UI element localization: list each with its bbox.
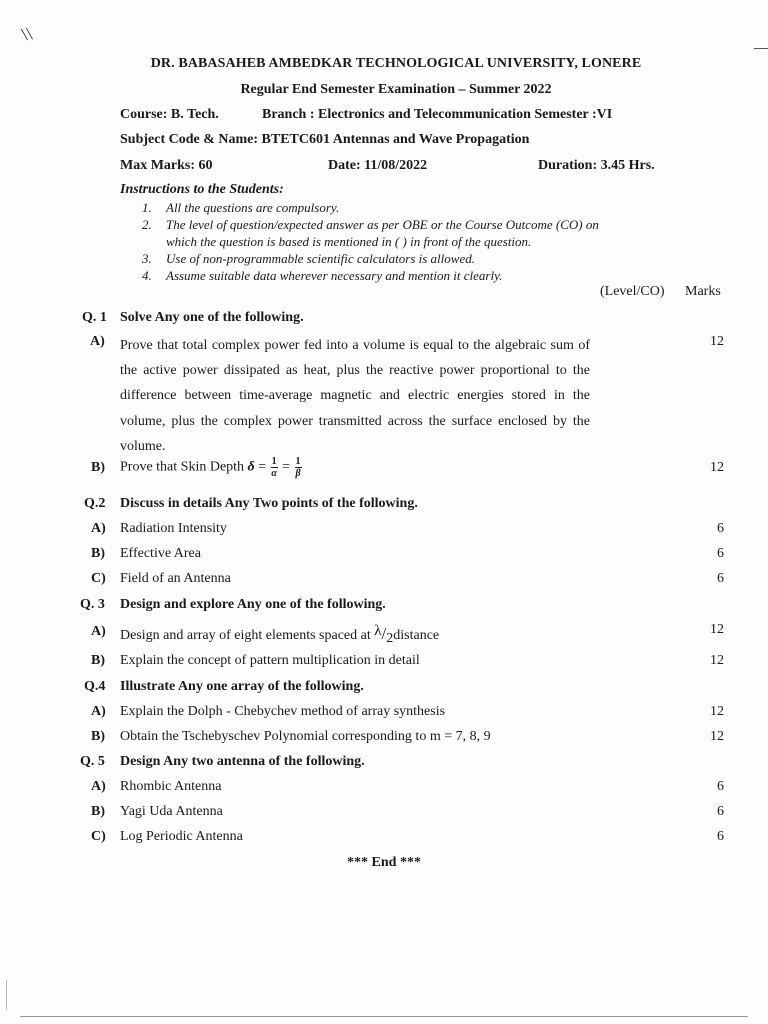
edge-dash bbox=[754, 48, 768, 49]
course: Course: B. Tech. bbox=[120, 107, 219, 122]
scan-mark: \\ bbox=[20, 23, 34, 45]
instructions-title: Instructions to the Students: bbox=[120, 182, 284, 197]
numerator: 1 bbox=[295, 456, 301, 467]
part-label: A) bbox=[91, 624, 106, 639]
question-number: Q.2 bbox=[84, 496, 106, 511]
instruction-number: 3. bbox=[142, 251, 152, 266]
question-title: Solve Any one of the following. bbox=[120, 310, 304, 325]
instruction-item bbox=[120, 233, 680, 250]
fraction-one-over-beta bbox=[295, 456, 302, 479]
part-marks: 6 bbox=[717, 804, 724, 819]
part-label: A) bbox=[91, 704, 106, 719]
instructions-list bbox=[120, 199, 680, 284]
exam-title: Regular End Semester Examination – Summer 2022 bbox=[240, 82, 552, 97]
part-text: Yagi Uda Antenna bbox=[120, 804, 223, 819]
subject: Subject Code & Name: BTETC601 Antennas and Wave Propagation bbox=[120, 132, 530, 147]
part-label: B) bbox=[91, 460, 105, 475]
numerator: 1 bbox=[271, 456, 277, 467]
end-marker: *** End *** bbox=[347, 855, 421, 870]
denominator: β bbox=[295, 468, 301, 479]
part-label: A) bbox=[91, 779, 106, 794]
instruction-number: 2. bbox=[142, 217, 152, 232]
bottom-rule bbox=[20, 1016, 748, 1017]
part-label: B) bbox=[91, 804, 105, 819]
question-title: Discuss in details Any Two points of the following. bbox=[120, 496, 418, 511]
part-label: A) bbox=[90, 334, 105, 349]
course-row bbox=[120, 107, 613, 123]
question-title: Design Any two antenna of the following. bbox=[120, 754, 365, 769]
instruction-text: The level of question/expected answer as per OBE or the Course Outcome (CO) on bbox=[166, 217, 599, 232]
part-label: C) bbox=[91, 829, 106, 844]
part-text: Effective Area bbox=[120, 546, 201, 561]
instruction-item bbox=[120, 216, 680, 233]
fraction-one-over-alpha bbox=[271, 456, 278, 479]
part-text: Rhombic Antenna bbox=[120, 779, 222, 794]
equals-sign: = bbox=[282, 459, 291, 475]
question-title: Design and explore Any one of the following. bbox=[120, 597, 386, 612]
distance-text: distance bbox=[393, 628, 440, 643]
question-number: Q. 1 bbox=[82, 310, 107, 325]
part-text: Radiation Intensity bbox=[120, 521, 227, 536]
denominator: α bbox=[271, 468, 277, 479]
instruction-text: Use of non-programmable scientific calculators is allowed. bbox=[166, 251, 475, 266]
edge-line bbox=[6, 980, 7, 1010]
part-label: B) bbox=[91, 729, 105, 744]
question-number: Q.4 bbox=[84, 679, 106, 694]
part-text: Explain the concept of pattern multiplication in detail bbox=[120, 653, 420, 668]
part-marks: 6 bbox=[717, 779, 724, 794]
part-label: B) bbox=[91, 653, 105, 668]
question-number: Q. 3 bbox=[80, 597, 105, 612]
branch-semester: Branch : Electronics and Telecommunication Semester :VI bbox=[262, 107, 613, 122]
part-marks: 12 bbox=[710, 704, 724, 719]
part-text: Explain the Dolph - Chebychev method of array synthesis bbox=[120, 704, 446, 719]
exam-header bbox=[0, 56, 768, 98]
part-marks: 12 bbox=[710, 460, 724, 475]
instruction-item bbox=[120, 199, 680, 216]
instruction-text: which the question is based is mentioned in ( ) in front of the question. bbox=[166, 234, 532, 249]
divisor-two: 2 bbox=[386, 631, 394, 646]
part-text: Obtain the Tschebyschev Polynomial corresponding to m = 7, 8, 9 bbox=[120, 729, 491, 744]
part-text: Field of an Antenna bbox=[120, 571, 231, 586]
part-marks: 6 bbox=[717, 521, 724, 536]
part-label: B) bbox=[91, 546, 105, 561]
part-marks: 6 bbox=[717, 571, 724, 586]
marks-header: Marks bbox=[685, 284, 721, 299]
part-marks: 6 bbox=[717, 829, 724, 844]
instruction-number: 1. bbox=[142, 200, 152, 215]
level-co-header: (Level/CO) bbox=[600, 284, 665, 299]
marks-date-row bbox=[120, 158, 655, 174]
duration: Duration: 3.45 Hrs. bbox=[538, 158, 655, 173]
question-number: Q. 5 bbox=[80, 754, 105, 769]
instruction-text: Assume suitable data wherever necessary and mention it clearly. bbox=[166, 268, 503, 283]
part-text bbox=[120, 456, 303, 479]
q1-part-a-text: Prove that total complex power fed into a volume is equal to the algebraic sum of the active power dissipated as heat, plus the reactive power proportional to the difference between time-average magnetic and electric energies stored in the volume, plus the complex power transmitted across the surface enclosed by the volume. bbox=[120, 338, 590, 454]
part-text bbox=[120, 624, 439, 644]
part-label: C) bbox=[91, 571, 106, 586]
instruction-item bbox=[120, 267, 680, 284]
max-marks: Max Marks: 60 bbox=[120, 158, 213, 173]
instruction-item bbox=[120, 250, 680, 267]
exam-date: Date: 11/08/2022 bbox=[328, 158, 428, 173]
instruction-number: 4. bbox=[142, 268, 152, 283]
part-marks: 12 bbox=[710, 653, 724, 668]
part-marks: 6 bbox=[717, 546, 724, 561]
part-marks: 12 bbox=[710, 334, 724, 349]
skin-depth-text: Prove that Skin Depth bbox=[120, 459, 245, 475]
university-name: DR. BABASAHEB AMBEDKAR TECHNOLOGICAL UNIVERSITY, LONERE bbox=[150, 56, 642, 71]
lambda-symbol: λ bbox=[374, 623, 382, 639]
part-label: A) bbox=[91, 521, 106, 536]
array-spacing-text: Design and array of eight elements spaced at bbox=[120, 628, 371, 643]
part-marks: 12 bbox=[710, 622, 724, 637]
part-marks: 12 bbox=[710, 729, 724, 744]
question-title: Illustrate Any one array of the following. bbox=[120, 679, 364, 694]
delta-symbol: δ bbox=[247, 459, 255, 475]
instruction-text: All the questions are compulsory. bbox=[166, 200, 340, 215]
part-text: Log Periodic Antenna bbox=[120, 829, 243, 844]
slash-symbol: / bbox=[381, 624, 387, 643]
equals-sign: = bbox=[258, 459, 267, 475]
